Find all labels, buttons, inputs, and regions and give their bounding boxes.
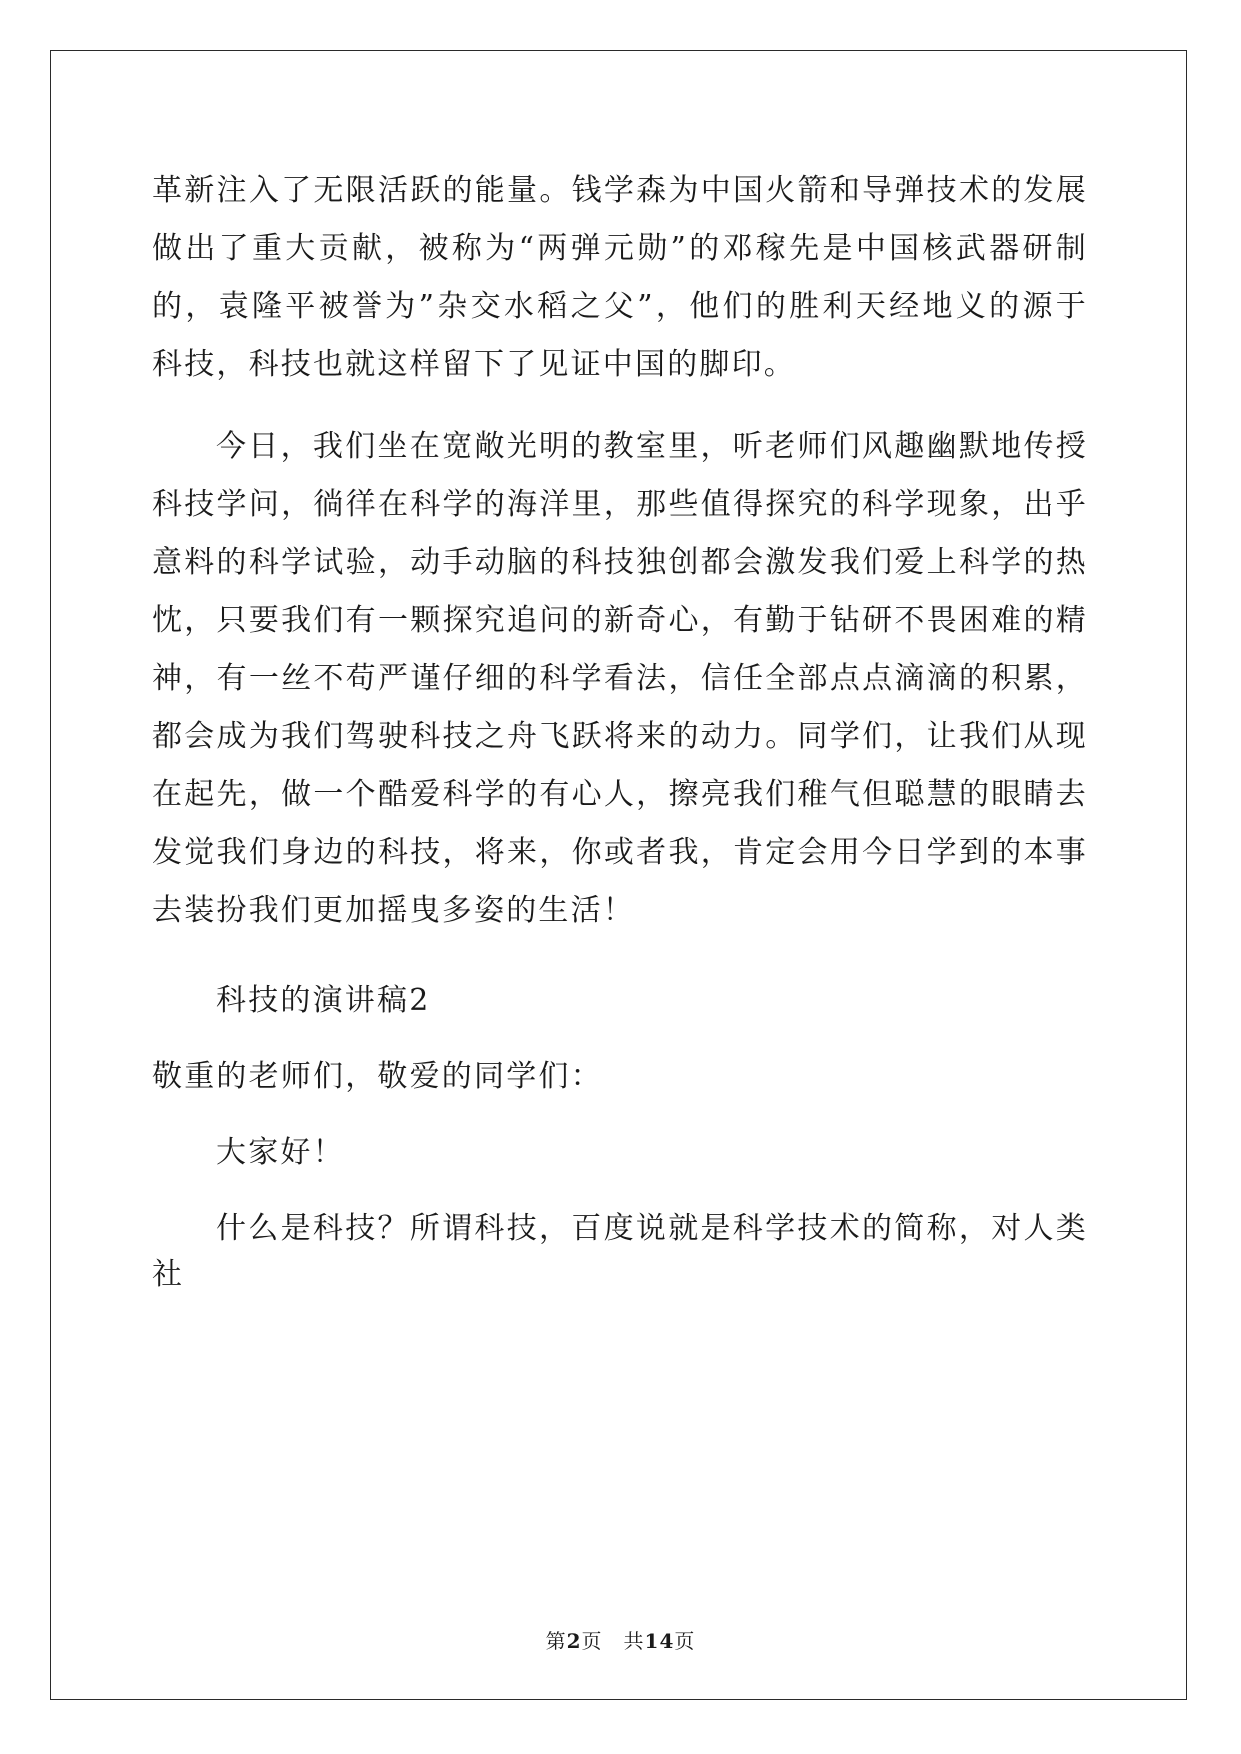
paragraph-continuation: 革新注入了无限活跃的能量。钱学森为中国火箭和导弹技术的发展做出了重大贡献，被称为“两弹元勋”的邓稼先是中国核武器研制的，袁隆平被誉为”杂交水稻之父”，他们的胜利天经地义的源于科技，科技也就这样留下了见证中国的脚印。 [152, 173, 1088, 382]
footer-prefix: 第 [545, 1629, 567, 1653]
footer-suffix: 页 [674, 1629, 696, 1653]
footer-mid: 页 共 [581, 1629, 645, 1653]
paragraph-what-is-tech: 什么是科技？所谓科技，百度说就是科学技术的简称，对人类社 [152, 1211, 1088, 1292]
footer-page-total: 14 [644, 1629, 675, 1653]
document-body [152, 162, 1088, 1298]
section-heading: 科技的演讲稿2 [216, 983, 431, 1018]
salutation: 敬重的老师们，敬爱的同学们： [152, 1059, 603, 1094]
footer-page-current: 2 [566, 1629, 582, 1653]
page-footer [0, 1625, 1241, 1654]
paragraph-today: 今日，我们坐在宽敞光明的教室里，听老师们风趣幽默地传授科技学问，徜徉在科学的海洋里，那些值得探究的科学现象，出乎意料的科学试验，动手动脑的科技独创都会激发我们爱上科学的热忱，只要我们有一颗探究追问的新奇心，有勤于钻研不畏困难的精神，有一丝不苟严谨仔细的科学看法，信任全部点点滴滴的积累，都会成为我们驾驶科技之舟飞跃将来的动力。同学们，让我们从现在起先，做一个酷爱科学的有心人，擦亮我们稚气但聪慧的眼睛去发觉我们身边的科技，将来，你或者我，肯定会用今日学到的本事去装扮我们更加摇曳多姿的生活！ [152, 429, 1088, 928]
greeting: 大家好！ [216, 1135, 345, 1170]
